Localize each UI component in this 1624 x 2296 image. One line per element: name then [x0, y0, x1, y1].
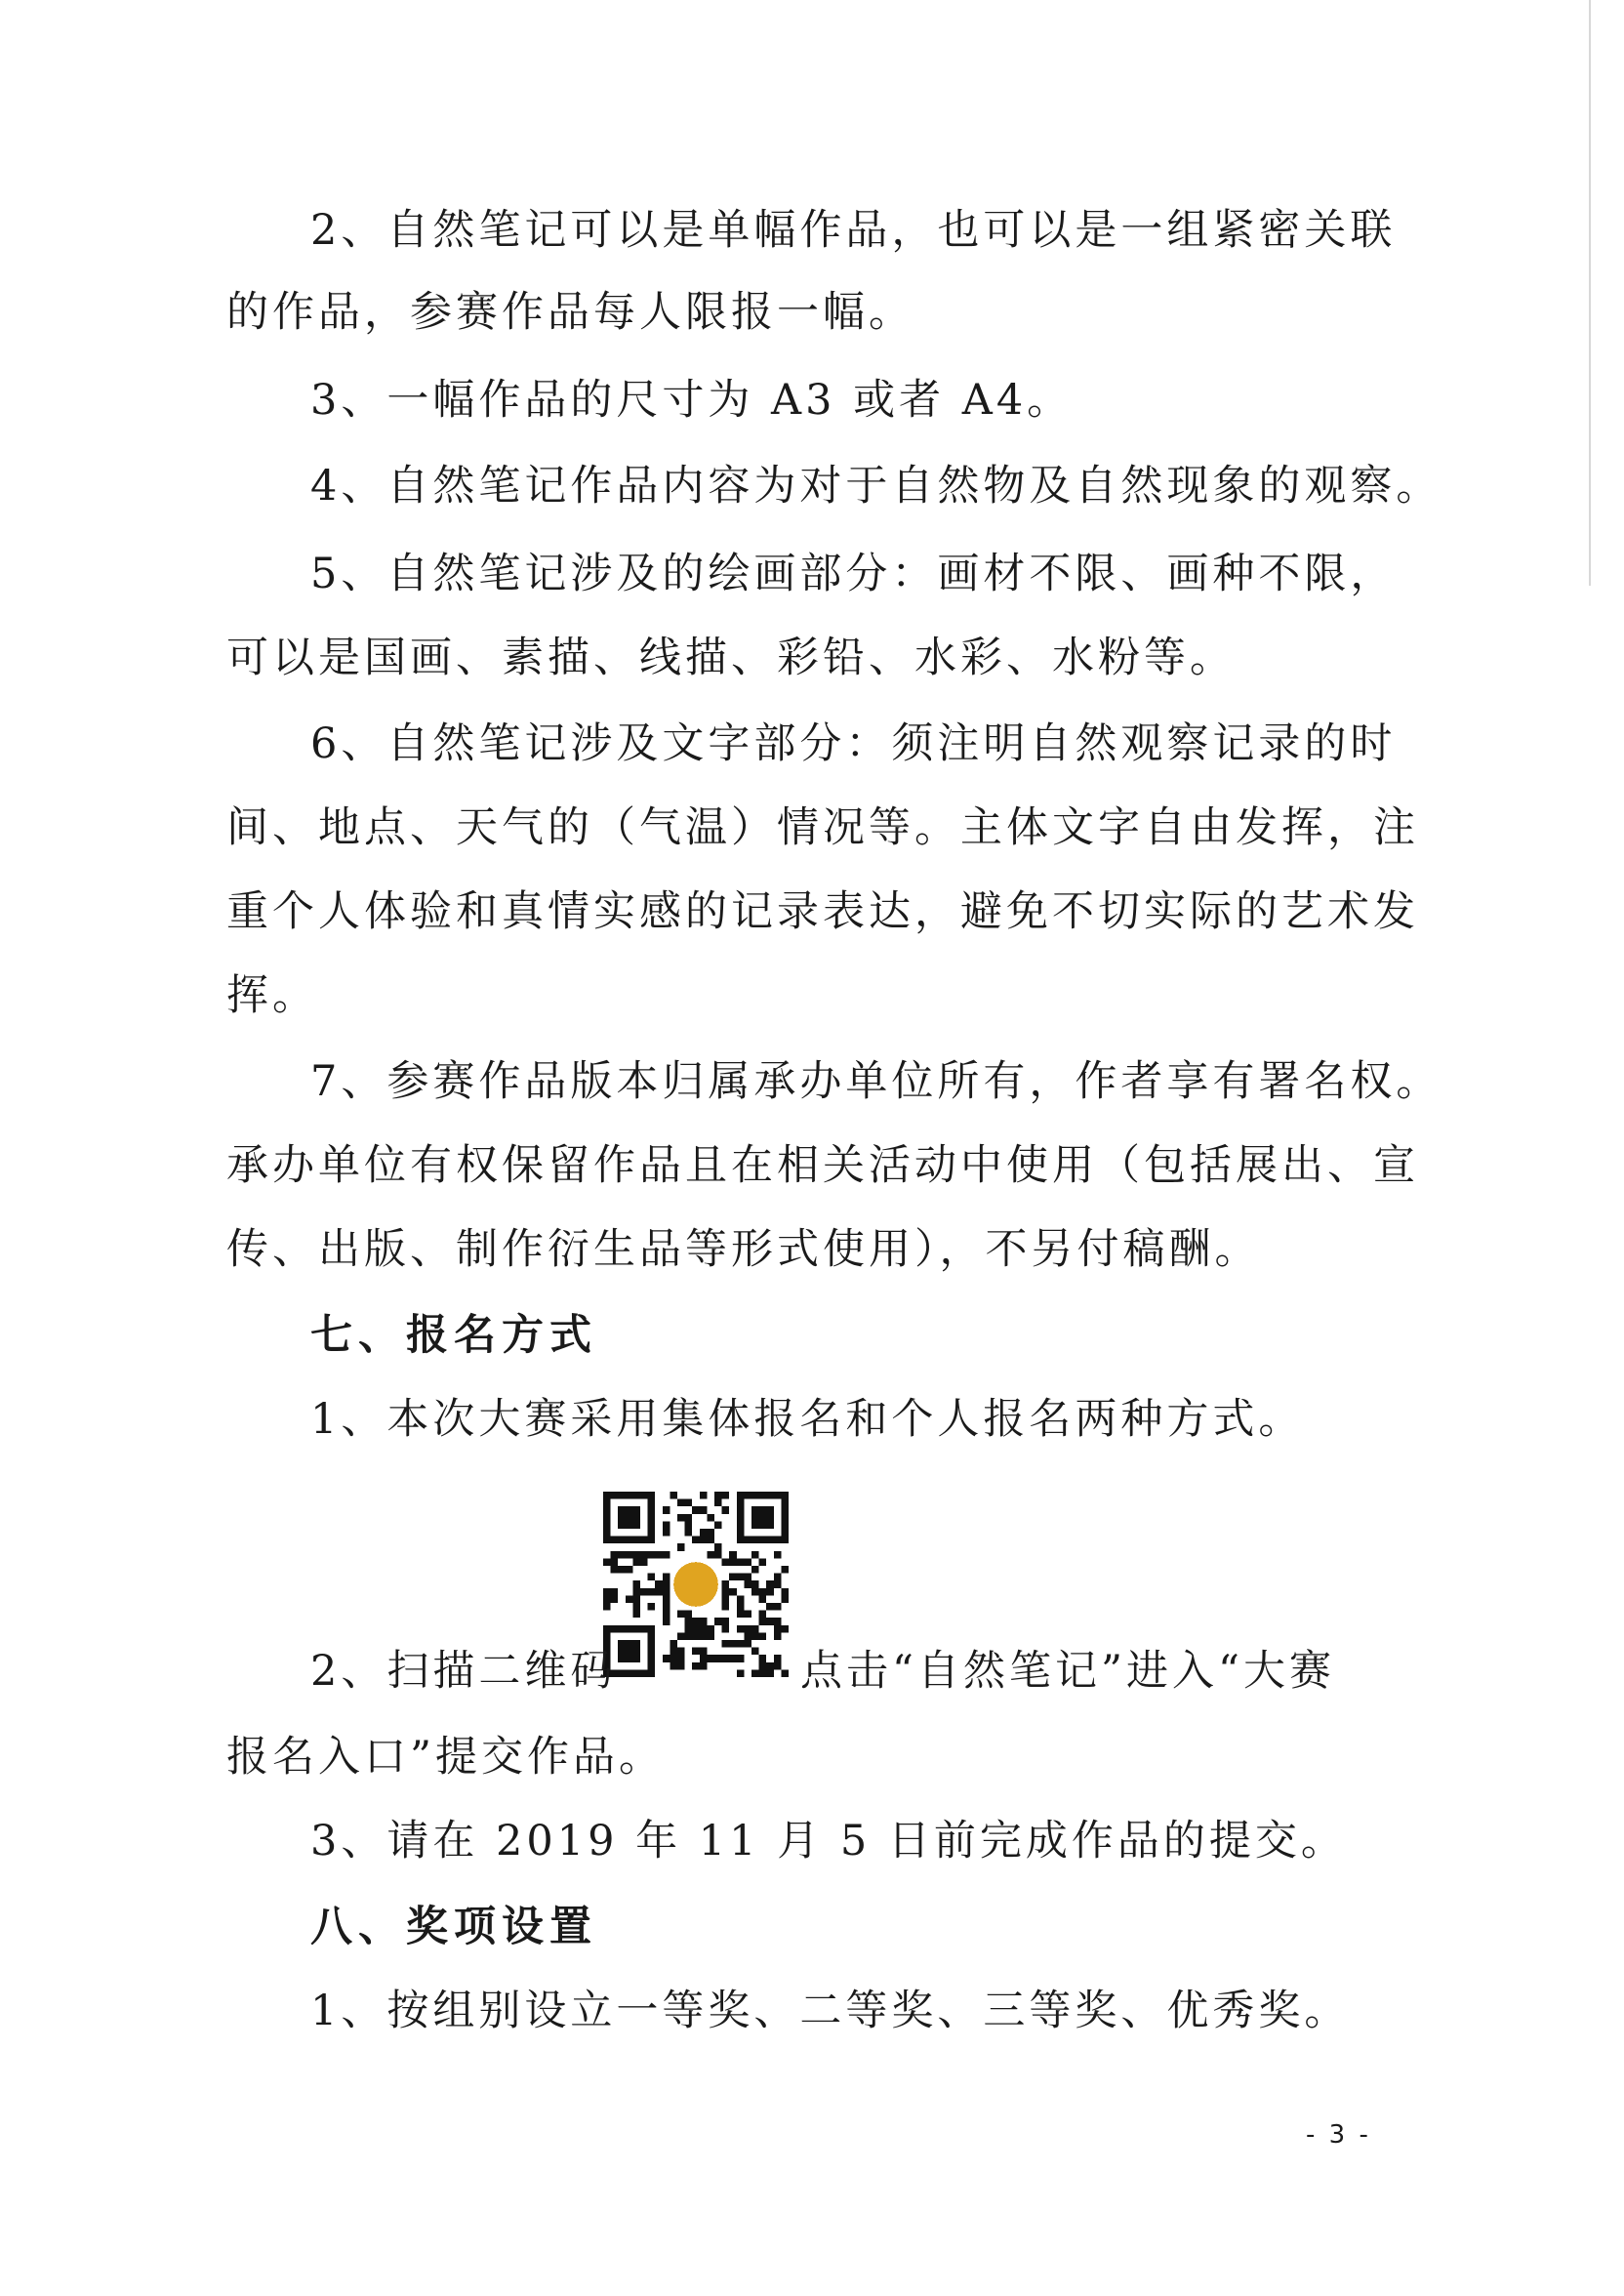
paragraph-line: 4、自然笔记作品内容为对于自然物及自然现象的观察。: [310, 462, 1442, 511]
paragraph-line: 1、本次大赛采用集体报名和个人报名两种方式。: [310, 1395, 1305, 1444]
paragraph-line: 7、参赛作品版本归属承办单位所有，作者享有署名权。: [310, 1057, 1442, 1106]
paragraph-line: 传、出版、制作衍生品等形式使用），不另付稿酬。: [226, 1225, 1261, 1274]
paragraph-line: 点击“自然笔记”进入“大赛: [800, 1647, 1335, 1696]
paragraph-line: 可以是国画、素描、线描、彩铅、水彩、水粉等。: [226, 634, 1236, 682]
page-number: - 3 -: [1306, 2120, 1371, 2150]
paragraph-line: 5、自然笔记涉及的绘画部分：画材不限、画种不限，: [310, 550, 1397, 598]
paragraph-line: 6、自然笔记涉及文字部分：须注明自然观察记录的时: [310, 719, 1397, 768]
paragraph-line: 挥。: [226, 971, 318, 1020]
paragraph-line: 报名入口”提交作品。: [226, 1733, 665, 1782]
paragraph-line: 3、请在 2019 年 11 月 5 日前完成作品的提交。: [310, 1817, 1347, 1866]
paragraph-line: 3、一幅作品的尺寸为 A3 或者 A4。: [310, 376, 1074, 425]
paragraph-line: 间、地点、天气的（气温）情况等。主体文字自由发挥，注: [226, 803, 1419, 852]
paragraph-line: 的作品，参赛作品每人限报一幅。: [226, 288, 914, 337]
paragraph-line: 重个人体验和真情实感的记录表达，避免不切实际的艺术发: [226, 887, 1419, 936]
section-heading: 八、奖项设置: [310, 1903, 597, 1951]
paragraph-line: 承办单位有权保留作品且在相关活动中使用（包括展出、宣: [226, 1141, 1419, 1190]
qr-code-icon[interactable]: [603, 1492, 789, 1677]
paragraph-line: 2、扫描二维码: [310, 1647, 617, 1696]
scan-edge: [1589, 0, 1591, 586]
paragraph-line: 1、按组别设立一等奖、二等奖、三等奖、优秀奖。: [310, 1987, 1351, 2035]
paragraph-line: 2、自然笔记可以是单幅作品，也可以是一组紧密关联: [310, 206, 1397, 255]
section-heading: 七、报名方式: [310, 1311, 597, 1360]
